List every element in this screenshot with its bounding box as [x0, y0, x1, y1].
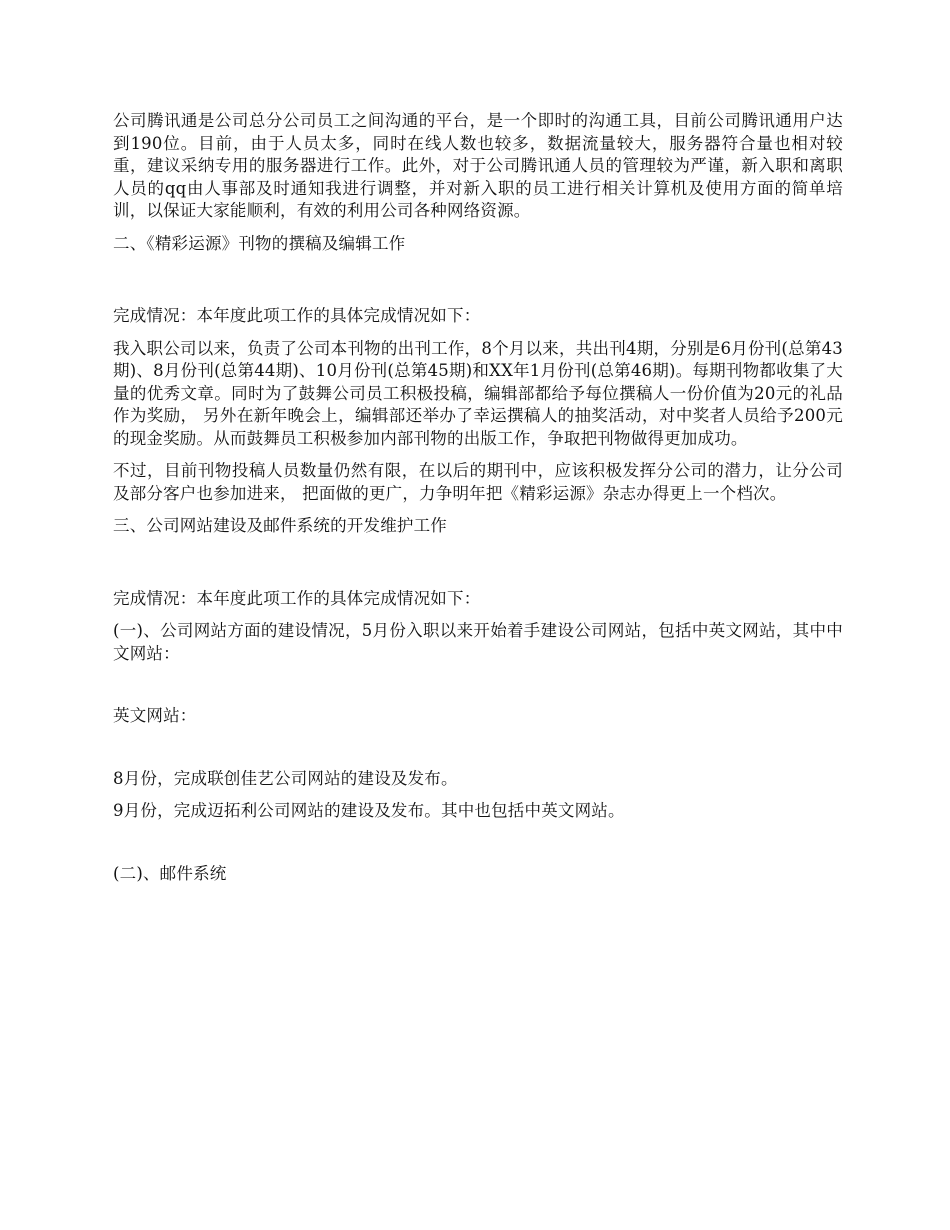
- spacer: [113, 265, 843, 305]
- paragraph-magazine-outlook: 不过，目前刊物投稿人员数量仍然有限，在以后的期刊中，应该积极发挥分公司的潜力，让分公司及部分客户也参加进来， 把面做的更广，力争明年把《精彩运源》杂志办得更上一个档次。: [113, 461, 843, 503]
- section-heading-website: 三、公司网站建设及邮件系统的开发维护工作: [113, 516, 447, 535]
- august-item: 8月份，完成联创佳艺公司网站的建设及发布。: [113, 768, 458, 788]
- section-heading-magazine: 二、《精彩运源》刊物的撰稿及编辑工作: [113, 233, 406, 253]
- spacer: [113, 675, 843, 705]
- spacer: [113, 548, 843, 588]
- document-body: [113, 110, 843, 895]
- completion-status-website: 完成情况：本年度此项工作的具体完成情况如下：: [113, 588, 481, 608]
- paragraph-tencent-rtx: 公司腾讯通是公司总分公司员工之间沟通的平台，是一个即时的沟通工具，目前公司腾讯通用户达到190位。目前，由于人员太多，同时在线人数也较多，数据流量较大，服务器符合量也相对较重，建议采纳专用的服务器进行工作。此外，对于公司腾讯通人员的管理较为严谨，新入职和离职人员的qq由人事部及时通知我进行调整，并对新入职的员工进行相关计算机及使用方面的简单培训，以保证大家能顺利，有效的利用公司各种网络资源。: [113, 111, 843, 220]
- spacer: [113, 738, 843, 768]
- paragraph-magazine-issues: 我入职公司以来，负责了公司本刊物的出刊工作，8个月以来，共出刊4期，分别是6月份刊(总第43期)、8月份刊(总第44期)、10月份刊(总第45期)和XX年1月份刊(总第46期)。每期刊物都收集了大量的优秀文章。同时为了鼓舞公司员工积极投稿，编辑部都给予每位撰稿人一份价值为20元的礼品作为奖励， 另外在新年晚会上，编辑部还举办了幸运撰稿人的抽奖活动，对中奖者人员给予200元的现金奖励。从而鼓舞员工积极参加内部刊物的出版工作，争取把刊物做得更加成功。: [113, 338, 843, 448]
- subsection-website-construction: (一)、公司网站方面的建设情况，5月份入职以来开始着手建设公司网站，包括中英文网站，其中中文网站：: [113, 621, 843, 663]
- september-item: 9月份，完成迈拓利公司网站的建设及发布。其中也包括中英文网站。: [113, 801, 625, 820]
- spacer: [113, 833, 843, 863]
- subsection-mail-system: (二)、邮件系统: [113, 863, 227, 883]
- english-website-label: 英文网站：: [113, 706, 197, 725]
- completion-status-magazine: 完成情况：本年度此项工作的具体完成情况如下：: [113, 306, 481, 325]
